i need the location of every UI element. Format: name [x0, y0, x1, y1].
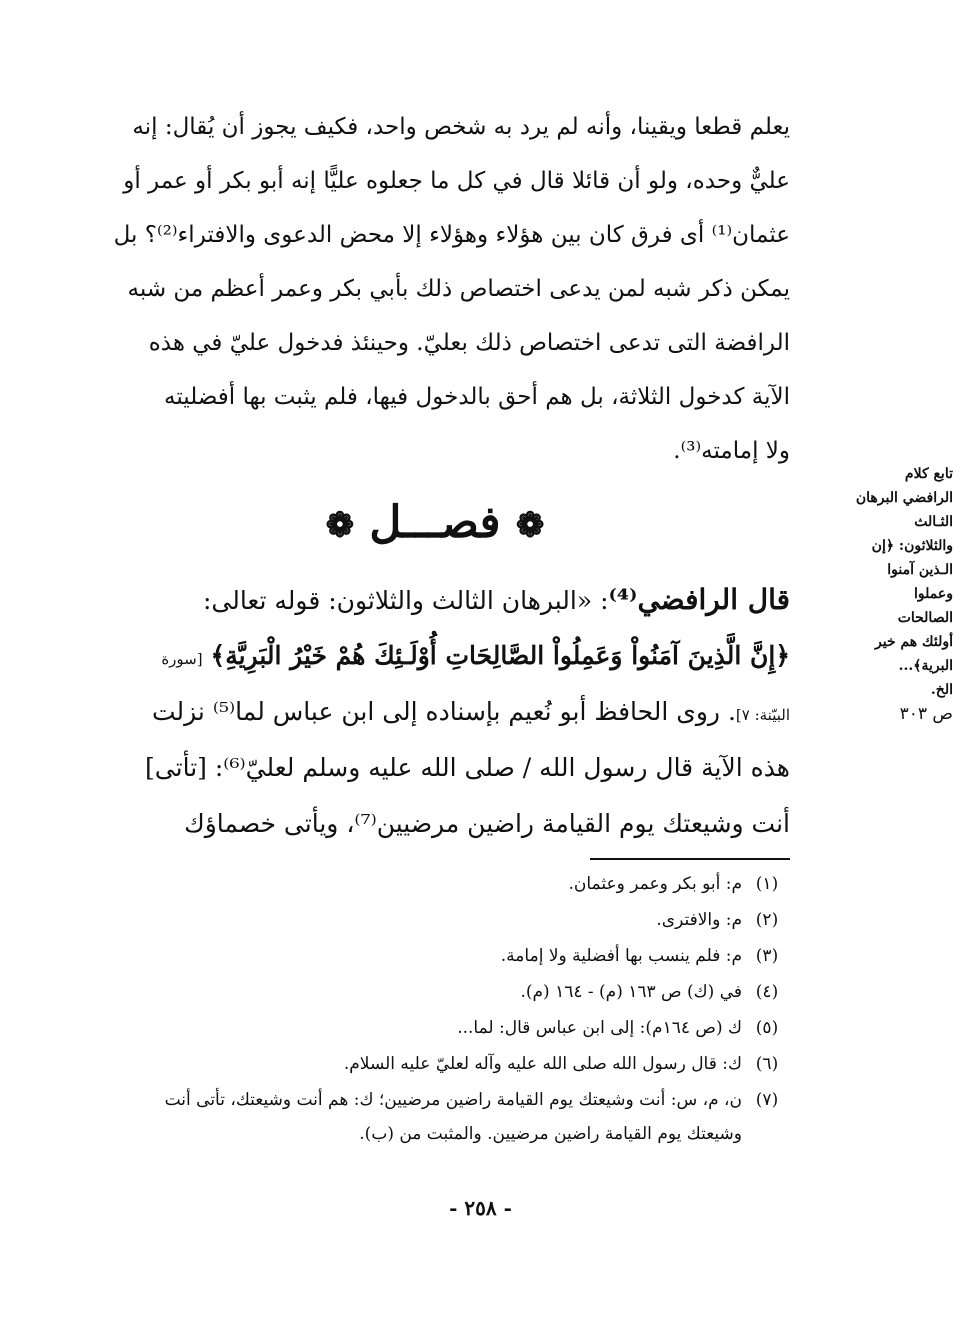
margin-note	[833, 462, 953, 726]
footnote	[80, 938, 792, 974]
text-line: الرافضة التى تدعى اختصاص ذلك بعليّ. وحينئذ فدخول عليّ في هذه	[148, 330, 790, 356]
text-line: الآية كدخول الثلاثة، بل هم أحق بالدخول فيها، فلم يثبت بها أفضليته	[164, 384, 790, 410]
footnote	[80, 974, 792, 1010]
ornament-icon: ❁	[325, 505, 355, 546]
margin-note-line: الخ.	[930, 682, 953, 698]
page-number: - ٢٥٨ -	[449, 1196, 512, 1220]
footnotes	[80, 866, 792, 1150]
text-line	[80, 684, 790, 740]
text-line: هذه الآية قال رسول الله / صلى الله عليه وسلم لعليّ⁽⁶⁾: [تأتى]	[145, 753, 790, 782]
footnote-number: (٧)	[755, 1090, 779, 1110]
text-line: يمكن ذكر شبه لمن يدعى اختصاص ذلك بأبي بكر وعمر أعظم من شبه	[127, 276, 790, 302]
footnote	[80, 866, 792, 902]
text-line: عثمان⁽¹⁾ أى فرق كان بين هؤلاء وهؤلاء إلا محض الدعوى والافتراء⁽²⁾؟ بل	[113, 222, 790, 248]
footnote	[80, 1010, 792, 1046]
margin-note-line: الصالحات	[897, 610, 953, 626]
surah-reference: [سورة	[161, 650, 203, 668]
footnote	[80, 1082, 792, 1118]
text-span: . روى الحافظ أبو نُعيم بإسناده إلى ابن عباس لما⁽⁵⁾ نزلت	[151, 697, 736, 726]
footnote	[80, 902, 792, 938]
margin-note-line: البرية﴾...	[898, 658, 953, 674]
footnote-text: في (ك) ص ١٦٣ (م) - ١٦٤ (م).	[520, 982, 742, 1002]
section-heading	[80, 488, 790, 561]
quran-verse: ﴿إِنَّ الَّذِينَ آمَنُواْ وَعَمِلُواْ الصَّالِحَاتِ أُوْلَـئِكَ هُمْ خَيْرُ الْبَرِيَّةِ﴾	[210, 641, 790, 670]
footnote-number: (٥)	[755, 1018, 779, 1038]
footnote-text: ن، م، س: أنت وشيعتك يوم القيامة راضين مرضيين؛ ك: هم أنت وشيعتك، تأتى أنت	[164, 1090, 742, 1110]
footnote-text: ك (ص ١٦٤م): إلى ابن عباس قال: لما...	[457, 1018, 742, 1038]
footnote-separator	[590, 858, 790, 860]
footnote-text: وشيعتك يوم القيامة راضين مرضيين. والمثبت من (ب).	[359, 1124, 742, 1144]
text-span: : «البرهان الثالث والثلاثون: قوله تعالى:	[202, 586, 609, 615]
footnote-number: (١)	[755, 874, 779, 894]
text-line	[80, 628, 790, 684]
text-line: عليٌّ وحده، ولو أن قائلا قال في كل ما جعلوه عليًّا إنه أبو بكر أو عمر أو	[123, 168, 790, 194]
footnote-text: م: والافترى.	[656, 910, 742, 930]
text-line: أنت وشيعتك يوم القيامة راضين مرضيين⁽⁷⁾، ويأتى خصماؤك	[184, 809, 790, 838]
margin-page-ref: ص ٣٠٣	[899, 704, 953, 724]
margin-note-line: وعملوا	[914, 586, 953, 602]
margin-note-line: والثلاثون: ﴿إن	[871, 538, 953, 554]
margin-note-line: تابع كلام	[904, 466, 953, 482]
margin-note-line: أولئك هم خير	[875, 634, 953, 650]
paragraph-continued	[80, 100, 790, 478]
text-line: ولا إمامته⁽³⁾.	[673, 438, 790, 464]
surah-reference: البيّنة: ٧]	[735, 706, 790, 724]
text-line	[80, 572, 790, 628]
footnote	[80, 1046, 792, 1082]
margin-note-line: الثـالث	[914, 514, 953, 530]
margin-note-line: الـذين آمنوا	[887, 562, 953, 578]
paragraph-rafidi	[80, 572, 790, 852]
footnote-number: (٤)	[755, 982, 779, 1002]
text-line: يعلم قطعا ويقينا، وأنه لم يرد به شخص واحد، فكيف يجوز أن يُقال: إنه	[132, 114, 790, 140]
footnote-number: (٦)	[755, 1054, 779, 1074]
section-title: فصـــل	[369, 497, 501, 548]
footnote-text: م: أبو بكر وعمر وعثمان.	[568, 874, 742, 894]
footnote-number: (٢)	[755, 910, 779, 930]
speaker-label: قال الرافضي⁽⁴⁾	[608, 583, 790, 616]
footnote-text: م: فلم ينسب بها أفضلية ولا إمامة.	[500, 946, 742, 966]
footnote-text: ك: قال رسول الله صلى الله عليه وآله لعليّ عليه السلام.	[343, 1054, 742, 1074]
margin-note-line: الرافضي البرهان	[855, 490, 953, 506]
ornament-icon: ❁	[515, 505, 545, 546]
footnote-continuation	[80, 1118, 792, 1150]
footnote-number: (٣)	[755, 946, 779, 966]
